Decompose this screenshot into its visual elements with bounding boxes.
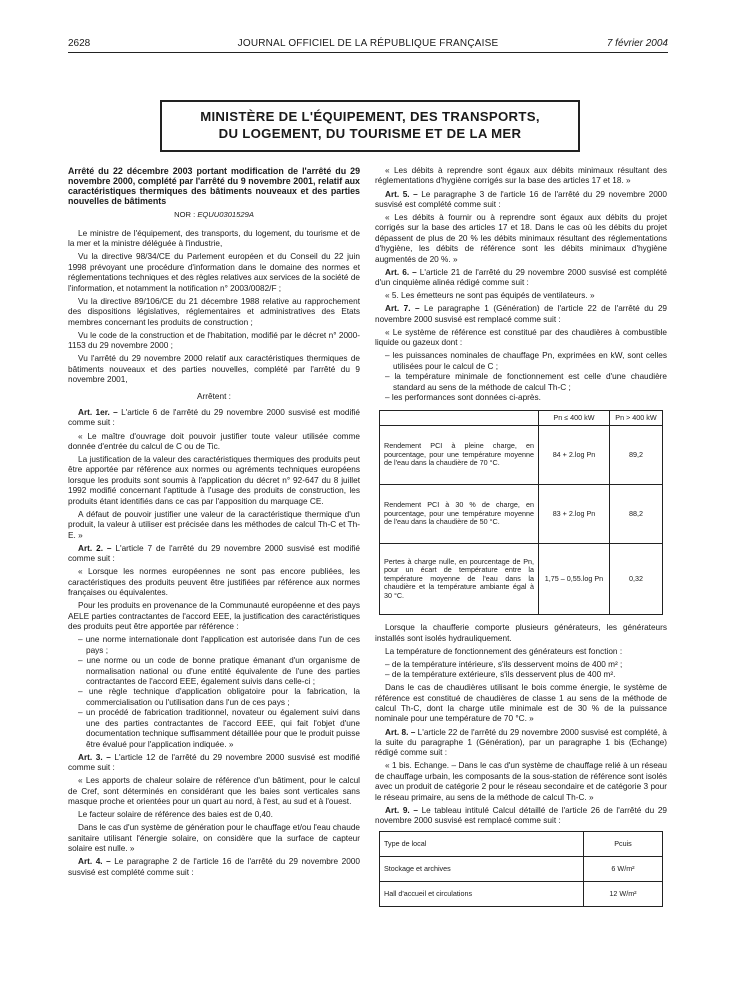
paragraph: Vu le code de la construction et de l'habitation, modifié par le décret n° 2000-1153 du 29 novembre 2000 ; <box>68 330 360 351</box>
article-label: Art. 1er. – <box>78 408 118 417</box>
table-header-cell: Pn ≤ 400 kW <box>539 410 610 425</box>
table-cell: 6 W/m² <box>584 856 663 881</box>
list-item: – un procédé de fabrication traditionnel, novateur ou également suivi dans une des parties contractantes de l'accord EEE, qui fait l'objet d'une documentation technique suffisamment détaillée pour que le produit puisse être évalué pour l'application indiquée. » <box>78 708 360 749</box>
paragraph: Vu la directive 98/34/CE du Parlement européen et du Conseil du 22 juin 1998 prévoyant une procédure d'information dans le domaine des normes et réglementations techniques et des règles relatives aux services de la société de l'information, et notamment la notification n° 2003/0082/F ; <box>68 252 360 293</box>
table-cell: 0,32 <box>609 544 662 615</box>
paragraph: « 5. Les émetteurs ne sont pas équipés de ventilateurs. » <box>385 291 595 301</box>
article-text: Le paragraphe 1 (Génération) de l'article 22 de l'arrêté du 29 novembre 2000 susvisé est remplacé comme suit : <box>375 304 668 324</box>
article-text: L'article 7 de l'arrêté du 29 novembre 2000 susvisé est modifié comme suit : <box>68 543 360 564</box>
boiler-list <box>375 351 667 403</box>
table-cell: 89,2 <box>609 426 662 485</box>
table-row <box>380 485 663 544</box>
paragraph: La température de fonctionnement des générateurs est fonction : <box>385 646 623 656</box>
paragraph: Dans le cas d'un système de génération pour le chauffage et/ou l'eau chaude sanitaire utilisant l'énergie solaire, on considère que la surface de capteur solaire est nulle. » <box>68 823 360 854</box>
table-cell: 84 + 2.log Pn <box>539 426 610 485</box>
table-cell: 1,75 – 0,55.log Pn <box>539 544 610 615</box>
paragraph: A défaut de pouvoir justifier une valeur de la caractéristique thermique d'un produit, la valeur à utiliser est précisée dans les méthodes de calcul Th-C et Th-E. » <box>68 509 360 540</box>
list-item: – de la température extérieure, s'ils desservent plus de 400 m². <box>385 670 616 680</box>
table-cell: Pcuis <box>584 831 663 856</box>
article-label: Art. 4. – <box>78 857 111 867</box>
table-cell: Stockage et archives <box>380 856 584 881</box>
paragraph: Vu la directive 89/106/CE du 21 décembre 1988 relative au rapprochement des dispositions législatives, réglementaires et administratives des Etats membres concernant les produits de construction ; <box>68 296 360 327</box>
table-row <box>380 856 663 881</box>
page-number: 2628 <box>68 38 91 49</box>
table-cell: Rendement PCI à pleine charge, en pourcentage, pour une température moyenne de l'eau dans la chaudière de 70 °C. <box>380 426 539 485</box>
paragraph: Pour les produits en provenance de la Communauté européenne et des pays AELE parties contractantes de l'accord EEE, la justification des caractéristiques des produits peut être apportée par référence : <box>68 601 360 632</box>
table-header-cell: Pn > 400 kW <box>609 410 662 425</box>
table-cell: Type de local <box>380 831 584 856</box>
list-item: – la température minimale de fonctionnement est celle d'une chaudière standard au sens de la méthode de calcul Th-C ; <box>385 372 667 392</box>
list-item: – une norme internationale dont l'application est autorisée dans l'un de ces pays ; <box>78 635 360 655</box>
boiler-performance-table <box>379 410 663 615</box>
article-text: Le tableau intitulé Calcul détaillé de l'article 26 de l'arrêté du 29 novembre 2000 susvisé est remplacé comme suit : <box>375 805 667 826</box>
table-cell: Pertes à charge nulle, en pourcentage de Pn, pour un écart de température entre la température moyenne de l'eau dans la chaudière et la température ambiante égal à 30 °C. <box>380 544 539 615</box>
table-row <box>380 544 663 615</box>
article-7 <box>375 304 667 325</box>
journal-title: JOURNAL OFFICIEL DE LA RÉPUBLIQUE FRANÇAISE <box>237 38 499 49</box>
list-item: – une règle technique d'application obligatoire pour la fabrication, la commercialisation ou l'utilisation dans l'un de ces pays ; <box>78 687 360 707</box>
nor-reference <box>68 210 360 220</box>
article-8 <box>375 728 667 759</box>
article-text: L'article 12 de l'arrêté du 29 novembre 2000 susvisé est modifié comme suit : <box>68 752 360 773</box>
article-1 <box>68 408 360 429</box>
ministry-line-1: MINISTÈRE DE L'ÉQUIPEMENT, DES TRANSPORTS, <box>200 109 540 124</box>
nor-code: EQUU0301529A <box>197 210 254 220</box>
header-rule <box>68 52 668 53</box>
article-label: Art. 9. – <box>385 805 418 815</box>
article-text: L'article 21 de l'arrêté du 29 novembre 2000 susvisé est complété d'un cinquième alinéa rédigé comme suit : <box>375 267 667 288</box>
article-9 <box>375 806 667 827</box>
list-item: – de la température intérieure, s'ils desservent moins de 400 m² ; <box>385 659 623 669</box>
paragraph: « Le maître d'ouvrage doit pouvoir justifier toute valeur utilisée comme donnée d'entrée du calcul de C ou de Tic. <box>68 431 360 451</box>
decree-title: Arrêté du 22 décembre 2003 portant modification de l'arrêté du 29 novembre 2000, complété par l'arrêté du 9 novembre 2001, relatif aux caractéristiques thermiques des bâtiments nouveaux et des parties nouvelles de bâtiments <box>68 166 360 207</box>
table-cell: 88,2 <box>609 485 662 544</box>
table-header-cell <box>380 410 539 425</box>
table-cell: 12 W/m² <box>584 881 663 906</box>
article-6 <box>375 268 667 289</box>
table-cell: Hall d'accueil et circulations <box>380 881 584 906</box>
article-text: Le paragraphe 2 de l'article 16 de l'arrêté du 29 novembre 2000 susvisé est complété comme suit : <box>68 857 360 877</box>
article-label: Art. 5. – <box>385 189 418 199</box>
article-2 <box>68 544 360 565</box>
table-row <box>380 426 663 485</box>
table-header-row <box>380 410 663 425</box>
article-4 <box>68 857 360 878</box>
temperature-list <box>375 660 667 681</box>
page-header <box>68 38 668 52</box>
table-row <box>380 831 663 856</box>
paragraph: « Les débits à fournir ou à reprendre sont égaux aux débits du projet corrigés sur la base des articles 17 et 18. Dans le cas où les débits du projet dépassent de plus de 20 % les débits minimaux résultant des réglementations d'hygiène, les débits de référence sont les débits minimaux d'hygiène augmentés de 20 %. » <box>375 213 667 264</box>
arretent-heading: Arrêtent : <box>197 391 231 401</box>
article-label: Art. 2. – <box>78 543 112 553</box>
ministry-line-2: DU LOGEMENT, DU TOURISME ET DE LA MER <box>218 126 522 141</box>
article-text: L'article 6 de l'arrêté du 29 novembre 2000 susvisé est modifié comme suit : <box>68 408 361 428</box>
article-text: L'article 22 de l'arrêté du 29 novembre 2000 susvisé est complété, à la suite du paragraphe 1 (Génération), par un paragraphe 1 bis (Echange) rédigé comme suit : <box>375 727 667 758</box>
article-label: Art. 8. – <box>385 727 416 737</box>
list-item: – une norme ou un code de bonne pratique émanant d'un organisme de normalisation national ou d'une entité équivalente de l'une des parties contractantes de l'accord EEE, également suivis dans celle-ci ; <box>78 656 360 687</box>
ministry-banner <box>160 100 580 152</box>
table-cell: Rendement PCI à 30 % de charge, en pourcentage, pour une température moyenne de l'eau dans la chaudière de 50 °C. <box>380 485 539 544</box>
reference-list <box>68 635 360 750</box>
paragraph: Le ministre de l'équipement, des transports, du logement, du tourisme et de la mer et la ministre déléguée à l'industrie, <box>68 228 360 249</box>
paragraph: « Les débits à reprendre sont égaux aux débits minimaux résultant des réglementations d'hygiène corrigés sur la base des articles 17 et 18. » <box>375 166 667 186</box>
article-label: Art. 3. – <box>78 752 111 762</box>
issue-date: 7 février 2004 <box>606 38 668 49</box>
list-item: – les performances sont données ci-après. <box>385 393 541 403</box>
left-column <box>68 166 360 881</box>
paragraph: Lorsque la chaufferie comporte plusieurs générateurs, les générateurs installés sont isolés hydrauliquement. <box>375 623 667 643</box>
article-3 <box>68 753 360 774</box>
right-column <box>375 166 667 907</box>
nor-label: NOR : <box>174 210 198 220</box>
article-label: Art. 6. – <box>385 267 417 277</box>
table-row <box>380 881 663 906</box>
paragraph: « Le système de référence est constitué par des chaudières à combustible liquide ou gazeux dont : <box>375 327 667 348</box>
paragraph: « 1 bis. Echange. – Dans le cas d'un système de chauffage relié à un réseau de chauffage urbain, les composants de la sous-station de référence sont isolés avec un produit de catégorie 2 pour le réseau secondaire et de catégorie 3 pour le réseau primaire, au sens de la méthode de calcul Th-C. » <box>375 761 667 802</box>
table-cell: 83 + 2.log Pn <box>539 485 610 544</box>
paragraph: Vu l'arrêté du 29 novembre 2000 relatif aux caractéristiques thermiques de bâtiments nouveaux et des parties nouvelles, complété par l'arrêté du 9 novembre 2001, <box>68 354 360 385</box>
paragraph: Dans le cas de chaudières utilisant le bois comme énergie, le système de référence est constitué de chaudières de classe 1 au sens de la méthode de calcul Th-C, dont la charge utile minimale est de 30 % de la puissance nominale pour une température de 70 °C. » <box>375 683 667 724</box>
article-text: Le paragraphe 3 de l'article 16 de l'arrêté du 29 novembre 2000 susvisé est complété comme suit : <box>375 189 667 209</box>
paragraph: « Les apports de chaleur solaire de référence d'un bâtiment, pour le calcul de Cref, sont déterminés en considérant que les baies sont verticales sans masque proche et orientées pour un quart au nord, à l'est, au sud et à l'ouest. <box>68 776 360 807</box>
paragraph: La justification de la valeur des caractéristiques thermiques des produits peut être apportée par référence aux normes ou agréments techniques européens lorsque les produits sont soumis à l'application du décret n° 92-647 du 8 juillet 1992 modifié concernant l'aptitude à l'usage des produits de construction, les produits étant identifiés dans ce cas par l'apposition du marquage CE. <box>68 455 360 506</box>
internal-gains-table <box>379 831 663 907</box>
article-5 <box>375 190 667 211</box>
article-label: Art. 7. – <box>385 304 420 314</box>
paragraph: Le facteur solaire de référence des baies est de 0,40. <box>78 810 273 820</box>
list-item: – les puissances nominales de chauffage Pn, exprimées en kW, sont celles utilisées pour le calcul de C ; <box>385 351 667 371</box>
paragraph: « Lorsque les normes européennes ne sont pas encore publiées, les caractéristiques des produits peuvent être justifiées par référence aux normes françaises ou équivalentes. <box>68 567 360 598</box>
